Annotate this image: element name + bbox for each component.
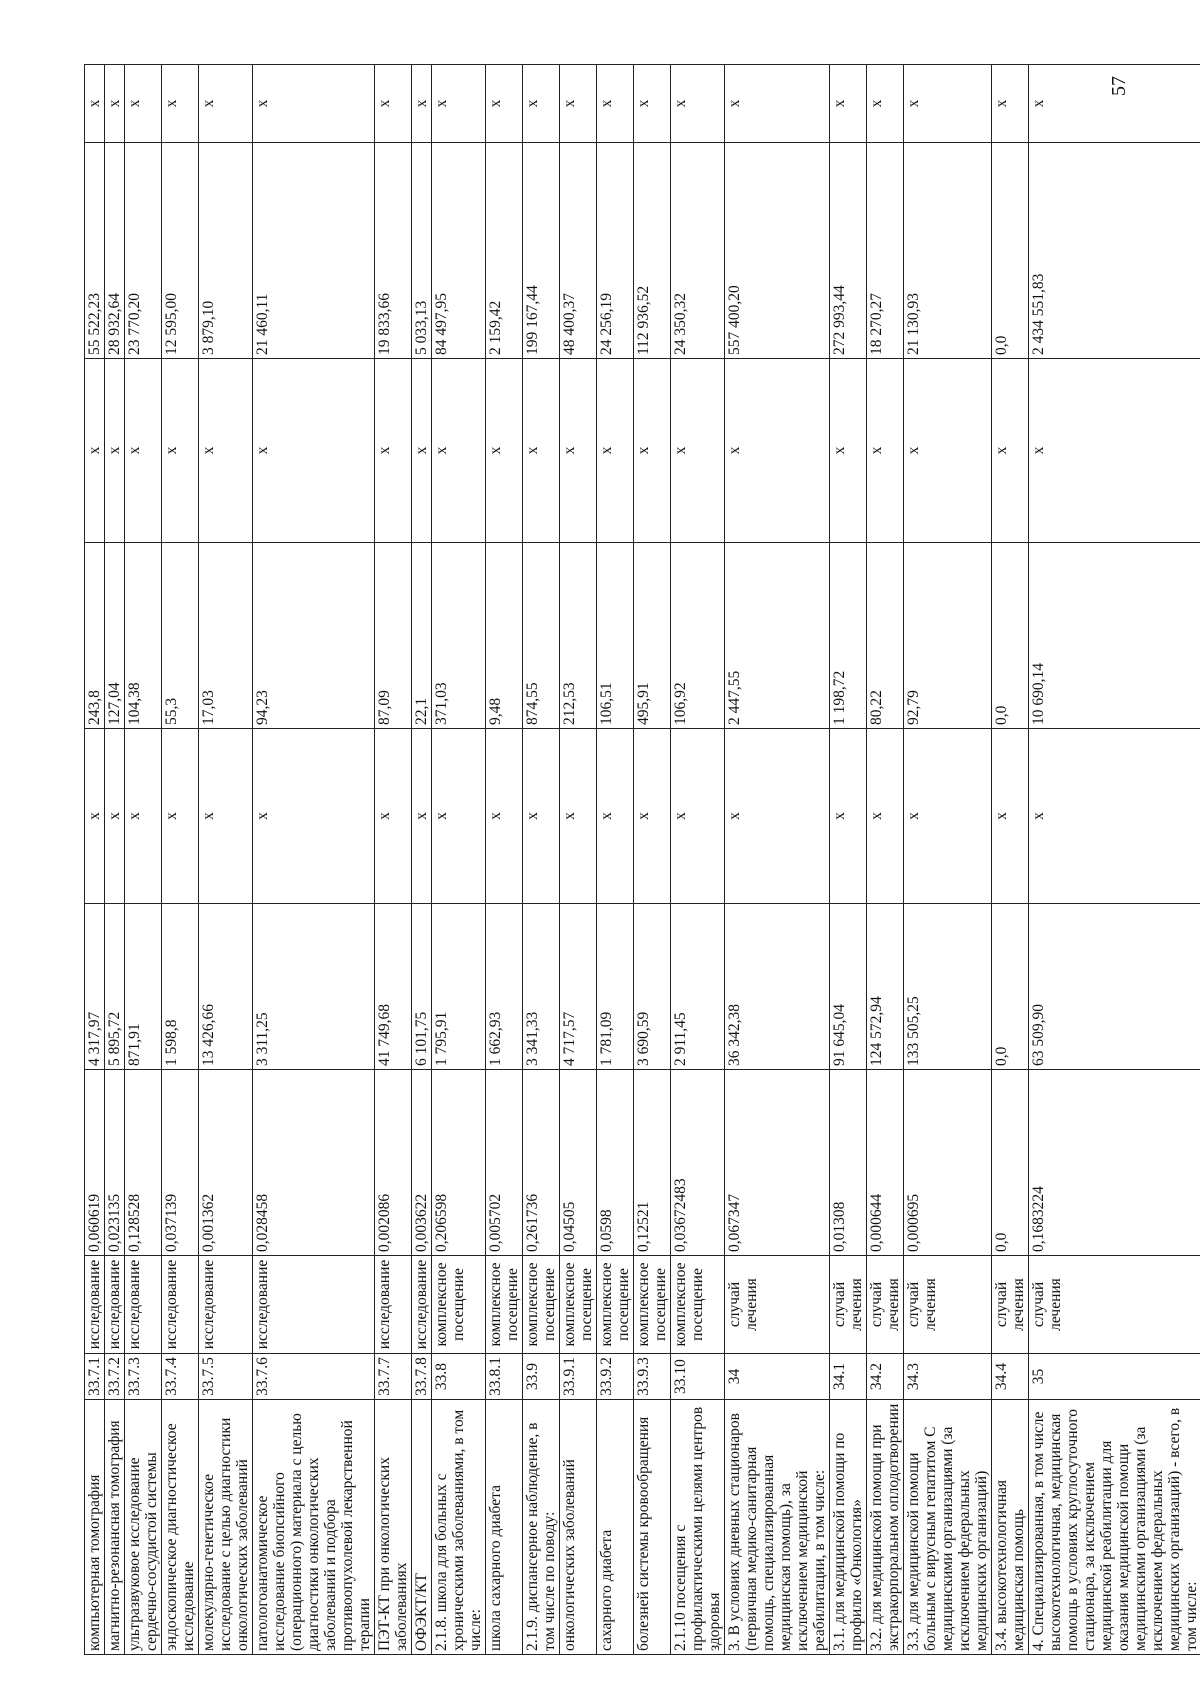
table-row [105, 65, 125, 1655]
cell-name: 3.1. для медицинской помощи по профилю «Онкология» [830, 1400, 867, 1655]
cell-cost: 871,91 [125, 904, 162, 1070]
cell-x2: х [992, 359, 1029, 543]
cell-x3: х [375, 65, 412, 143]
cell-x3: х [162, 65, 199, 143]
cell-total: 2 159,42 [486, 143, 523, 359]
cell-total: 18 270,27 [867, 143, 904, 359]
cell-x3: х [725, 65, 830, 143]
cell-x1: х [125, 729, 162, 904]
cell-name: 3.2. для медицинской помощи при экстракорпоральном оплодотворении [867, 1400, 904, 1655]
financial-table [84, 64, 1200, 1655]
cell-norm: 0,0598 [597, 1070, 634, 1256]
cell-name: эндоскопическое диагностическое исследование [162, 1400, 199, 1655]
cell-x2: х [725, 359, 830, 543]
cell-unit: исследование [253, 1256, 375, 1354]
cell-code: 33.8 [432, 1354, 486, 1400]
cell-per-capita: 22,1 [412, 543, 432, 729]
cell-norm: 0,001362 [199, 1070, 253, 1256]
table-body [85, 65, 1200, 1655]
table-row [162, 65, 199, 1655]
cell-x3: х [125, 65, 162, 143]
table-row [830, 65, 867, 1655]
cell-per-capita: 371,03 [432, 543, 486, 729]
cell-unit: случай лечения [725, 1256, 830, 1354]
cell-x3: х [199, 65, 253, 143]
cell-norm: 0,000644 [867, 1070, 904, 1256]
cell-cost: 3 341,33 [523, 904, 560, 1070]
cell-x2: х [199, 359, 253, 543]
cell-code: 34.3 [904, 1354, 992, 1400]
table-row [432, 65, 486, 1655]
cell-per-capita: 495,91 [634, 543, 671, 729]
cell-name: болезней системы кровообращения [634, 1400, 671, 1655]
cell-cost: 5 895,72 [105, 904, 125, 1070]
cell-unit: комплексное посещение [671, 1256, 725, 1354]
cell-norm: 0,128528 [125, 1070, 162, 1256]
cell-per-capita: 2 447,55 [725, 543, 830, 729]
cell-x2: х [597, 359, 634, 543]
cell-norm: 0,03672483 [671, 1070, 725, 1256]
cell-code: 33.7.7 [375, 1354, 412, 1400]
cell-norm: 0,01308 [830, 1070, 867, 1256]
cell-x1: х [162, 729, 199, 904]
cell-x1: х [597, 729, 634, 904]
cell-total: 12 595,00 [162, 143, 199, 359]
cell-total: 28 932,64 [105, 143, 125, 359]
cell-per-capita: 80,22 [867, 543, 904, 729]
cell-unit: комплексное посещение [486, 1256, 523, 1354]
cell-x2: х [904, 359, 992, 543]
cell-x3: х [992, 65, 1029, 143]
cell-name: 2.1.9. диспансерное наблюдение, в том числе по поводу: [523, 1400, 560, 1655]
cell-name: 3. В условиях дневных стационаров (первичная медико-санитарная помощь, специализированная медицинская помощь), за исключением медицинской реабилитации, в том числе: [725, 1400, 830, 1655]
cell-per-capita: 87,09 [375, 543, 412, 729]
cell-x2: х [432, 359, 486, 543]
cell-cost: 6 101,75 [412, 904, 432, 1070]
cell-norm: 0,12521 [634, 1070, 671, 1256]
cell-x3: х [1029, 65, 1200, 143]
cell-total: 3 879,10 [199, 143, 253, 359]
cell-x3: х [523, 65, 560, 143]
cell-cost: 4 317,97 [85, 904, 105, 1070]
cell-name: ультразвуковое исследование сердечно-сосудистой системы [125, 1400, 162, 1655]
cell-name: 4. Специализированная, в том числе высокотехнологичная, медицинская помощь в условиях круглосуточного стационара, за исключением медицинской реабилитации для оказания медицинской помощи медицинскими организациями (за исключением федеральных медицинских организаций) - всего, в том числе: [1029, 1400, 1200, 1655]
table-row [253, 65, 375, 1655]
cell-x2: х [634, 359, 671, 543]
cell-name: 3.4. высокотехнологичная медицинская помощь [992, 1400, 1029, 1655]
cell-x1: х [634, 729, 671, 904]
cell-cost: 36 342,38 [725, 904, 830, 1070]
cell-x1: х [725, 729, 830, 904]
cell-cost: 63 509,90 [1029, 904, 1200, 1070]
cell-name: 2.1.8. школа для больных с хроническими заболеваниями, в том числе: [432, 1400, 486, 1655]
cell-x2: х [523, 359, 560, 543]
cell-x1: х [992, 729, 1029, 904]
cell-total: 19 833,66 [375, 143, 412, 359]
cell-code: 34.4 [992, 1354, 1029, 1400]
cell-total: 112 936,52 [634, 143, 671, 359]
cell-name: компьютерная томография [85, 1400, 105, 1655]
table-row [725, 65, 830, 1655]
cell-total: 23 770,20 [125, 143, 162, 359]
cell-name: магнитно-резонансная томография [105, 1400, 125, 1655]
cell-unit: комплексное посещение [432, 1256, 486, 1354]
cell-x2: х [560, 359, 597, 543]
cell-per-capita: 55,3 [162, 543, 199, 729]
cell-x3: х [634, 65, 671, 143]
table-row [125, 65, 162, 1655]
cell-per-capita: 17,03 [199, 543, 253, 729]
cell-total: 272 993,44 [830, 143, 867, 359]
cell-unit: случай лечения [1029, 1256, 1200, 1354]
cell-name: ОФЭКТ/КТ [412, 1400, 432, 1655]
cell-norm: 0,005702 [486, 1070, 523, 1256]
cell-per-capita: 127,04 [105, 543, 125, 729]
cell-unit: случай лечения [830, 1256, 867, 1354]
cell-x3: х [560, 65, 597, 143]
cell-unit: комплексное посещение [560, 1256, 597, 1354]
cell-x1: х [412, 729, 432, 904]
cell-norm: 0,0 [992, 1070, 1029, 1256]
cell-code: 33.7.1 [85, 1354, 105, 1400]
cell-x2: х [671, 359, 725, 543]
cell-per-capita: 106,92 [671, 543, 725, 729]
cell-cost: 1 662,93 [486, 904, 523, 1070]
cell-x1: х [830, 729, 867, 904]
cell-per-capita: 212,53 [560, 543, 597, 729]
cell-x1: х [85, 729, 105, 904]
table-row [486, 65, 523, 1655]
cell-x2: х [85, 359, 105, 543]
cell-x3: х [85, 65, 105, 143]
cell-code: 33.9.1 [560, 1354, 597, 1400]
cell-x2: х [162, 359, 199, 543]
cell-unit: исследование [375, 1256, 412, 1354]
cell-code: 33.9.2 [597, 1354, 634, 1400]
cell-unit: комплексное посещение [634, 1256, 671, 1354]
cell-name: сахарного диабета [597, 1400, 634, 1655]
cell-norm: 0,037139 [162, 1070, 199, 1256]
cell-per-capita: 243,8 [85, 543, 105, 729]
cell-x2: х [486, 359, 523, 543]
table-row [992, 65, 1029, 1655]
cell-x3: х [671, 65, 725, 143]
cell-unit: комплексное посещение [597, 1256, 634, 1354]
cell-x3: х [486, 65, 523, 143]
cell-cost: 1 781,09 [597, 904, 634, 1070]
cell-code: 35 [1029, 1354, 1200, 1400]
cell-x2: х [830, 359, 867, 543]
cell-per-capita: 10 690,14 [1029, 543, 1200, 729]
cell-total: 5 033,13 [412, 143, 432, 359]
cell-norm: 0,060619 [85, 1070, 105, 1256]
cell-x2: х [375, 359, 412, 543]
cell-norm: 0,003622 [412, 1070, 432, 1256]
cell-per-capita: 94,23 [253, 543, 375, 729]
cell-code: 33.9 [523, 1354, 560, 1400]
cell-code: 33.7.3 [125, 1354, 162, 1400]
cell-norm: 0,023135 [105, 1070, 125, 1256]
table-row [634, 65, 671, 1655]
cell-total: 0,0 [992, 143, 1029, 359]
cell-cost: 1 795,91 [432, 904, 486, 1070]
rotated-page [84, 65, 1200, 1655]
cell-name: ПЭТ-КТ при онкологических заболеваниях [375, 1400, 412, 1655]
cell-unit: исследование [105, 1256, 125, 1354]
cell-unit: исследование [85, 1256, 105, 1354]
cell-total: 21 460,11 [253, 143, 375, 359]
table-row [560, 65, 597, 1655]
cell-x1: х [253, 729, 375, 904]
cell-cost: 91 645,04 [830, 904, 867, 1070]
table-row [375, 65, 412, 1655]
cell-x2: х [1029, 359, 1200, 543]
cell-unit: исследование [199, 1256, 253, 1354]
cell-total: 84 497,95 [432, 143, 486, 359]
cell-cost: 4 717,57 [560, 904, 597, 1070]
cell-unit: комплексное посещение [523, 1256, 560, 1354]
table-row [671, 65, 725, 1655]
cell-total: 24 256,19 [597, 143, 634, 359]
cell-per-capita: 0,0 [992, 543, 1029, 729]
cell-x1: х [904, 729, 992, 904]
cell-norm: 0,028458 [253, 1070, 375, 1256]
cell-x1: х [867, 729, 904, 904]
cell-name: патологоанатомическое исследование биопсийного (операционного) материала с целью диагностики онкологических заболеваний и подбора противоопухолевой лекарственной терапии [253, 1400, 375, 1655]
cell-x1: х [560, 729, 597, 904]
cell-total: 2 434 551,83 [1029, 143, 1200, 359]
cell-x3: х [830, 65, 867, 143]
cell-per-capita: 104,38 [125, 543, 162, 729]
cell-cost: 2 911,45 [671, 904, 725, 1070]
cell-x2: х [412, 359, 432, 543]
table-row [1029, 65, 1200, 1655]
cell-code: 33.7.8 [412, 1354, 432, 1400]
cell-norm: 0,1683224 [1029, 1070, 1200, 1256]
cell-norm: 0,002086 [375, 1070, 412, 1256]
cell-code: 33.7.5 [199, 1354, 253, 1400]
cell-x1: х [199, 729, 253, 904]
cell-total: 21 130,93 [904, 143, 992, 359]
cell-norm: 0,261736 [523, 1070, 560, 1256]
cell-cost: 0,0 [992, 904, 1029, 1070]
cell-name: 2.1.10 посещения с профилактическими целями центров здоровья [671, 1400, 725, 1655]
cell-cost: 133 505,25 [904, 904, 992, 1070]
cell-total: 199 167,44 [523, 143, 560, 359]
cell-x2: х [125, 359, 162, 543]
cell-norm: 0,000695 [904, 1070, 992, 1256]
table-row [597, 65, 634, 1655]
cell-x1: х [105, 729, 125, 904]
cell-cost: 3 690,59 [634, 904, 671, 1070]
cell-total: 557 400,20 [725, 143, 830, 359]
cell-unit: исследование [162, 1256, 199, 1354]
cell-x3: х [105, 65, 125, 143]
cell-cost: 3 311,25 [253, 904, 375, 1070]
cell-x2: х [105, 359, 125, 543]
cell-total: 55 522,23 [85, 143, 105, 359]
cell-total: 48 400,37 [560, 143, 597, 359]
cell-cost: 13 426,66 [199, 904, 253, 1070]
cell-code: 33.7.4 [162, 1354, 199, 1400]
page-number: 57 [1108, 76, 1130, 96]
cell-code: 33.7.6 [253, 1354, 375, 1400]
cell-norm: 0,206598 [432, 1070, 486, 1256]
cell-x3: х [867, 65, 904, 143]
cell-total: 24 350,32 [671, 143, 725, 359]
table-row [523, 65, 560, 1655]
cell-x1: х [486, 729, 523, 904]
cell-x3: х [432, 65, 486, 143]
cell-unit: исследование [412, 1256, 432, 1354]
cell-unit: случай лечения [904, 1256, 992, 1354]
cell-x3: х [253, 65, 375, 143]
cell-x3: х [412, 65, 432, 143]
cell-code: 34 [725, 1354, 830, 1400]
table-row [199, 65, 253, 1655]
cell-x1: х [523, 729, 560, 904]
cell-code: 34.1 [830, 1354, 867, 1400]
cell-x1: х [375, 729, 412, 904]
cell-code: 33.10 [671, 1354, 725, 1400]
cell-per-capita: 92,79 [904, 543, 992, 729]
cell-norm: 0,04505 [560, 1070, 597, 1256]
cell-cost: 124 572,94 [867, 904, 904, 1070]
cell-per-capita: 874,55 [523, 543, 560, 729]
cell-cost: 41 749,68 [375, 904, 412, 1070]
cell-per-capita: 106,51 [597, 543, 634, 729]
cell-code: 33.8.1 [486, 1354, 523, 1400]
cell-code: 34.2 [867, 1354, 904, 1400]
cell-unit: случай лечения [867, 1256, 904, 1354]
cell-x3: х [904, 65, 992, 143]
cell-unit: исследование [125, 1256, 162, 1354]
cell-unit: случай лечения [992, 1256, 1029, 1354]
cell-name: онкологических заболеваний [560, 1400, 597, 1655]
cell-code: 33.7.2 [105, 1354, 125, 1400]
cell-x3: х [597, 65, 634, 143]
table-row [904, 65, 992, 1655]
cell-code: 33.9.3 [634, 1354, 671, 1400]
cell-x1: х [671, 729, 725, 904]
cell-per-capita: 1 198,72 [830, 543, 867, 729]
cell-norm: 0,067347 [725, 1070, 830, 1256]
table-row [412, 65, 432, 1655]
table-row [85, 65, 105, 1655]
cell-name: школа сахарного диабета [486, 1400, 523, 1655]
cell-x2: х [253, 359, 375, 543]
cell-x1: х [1029, 729, 1200, 904]
cell-cost: 1 598,8 [162, 904, 199, 1070]
cell-name: 3.3. для медицинской помощи больным с вирусным гепатитом С медицинскими организациями (за исключением федеральных медицинских организаций) [904, 1400, 992, 1655]
cell-x2: х [867, 359, 904, 543]
cell-per-capita: 9,48 [486, 543, 523, 729]
table-row [867, 65, 904, 1655]
cell-x1: х [432, 729, 486, 904]
cell-name: молекулярно-генетическое исследование с целью диагностики онкологических заболеваний [199, 1400, 253, 1655]
